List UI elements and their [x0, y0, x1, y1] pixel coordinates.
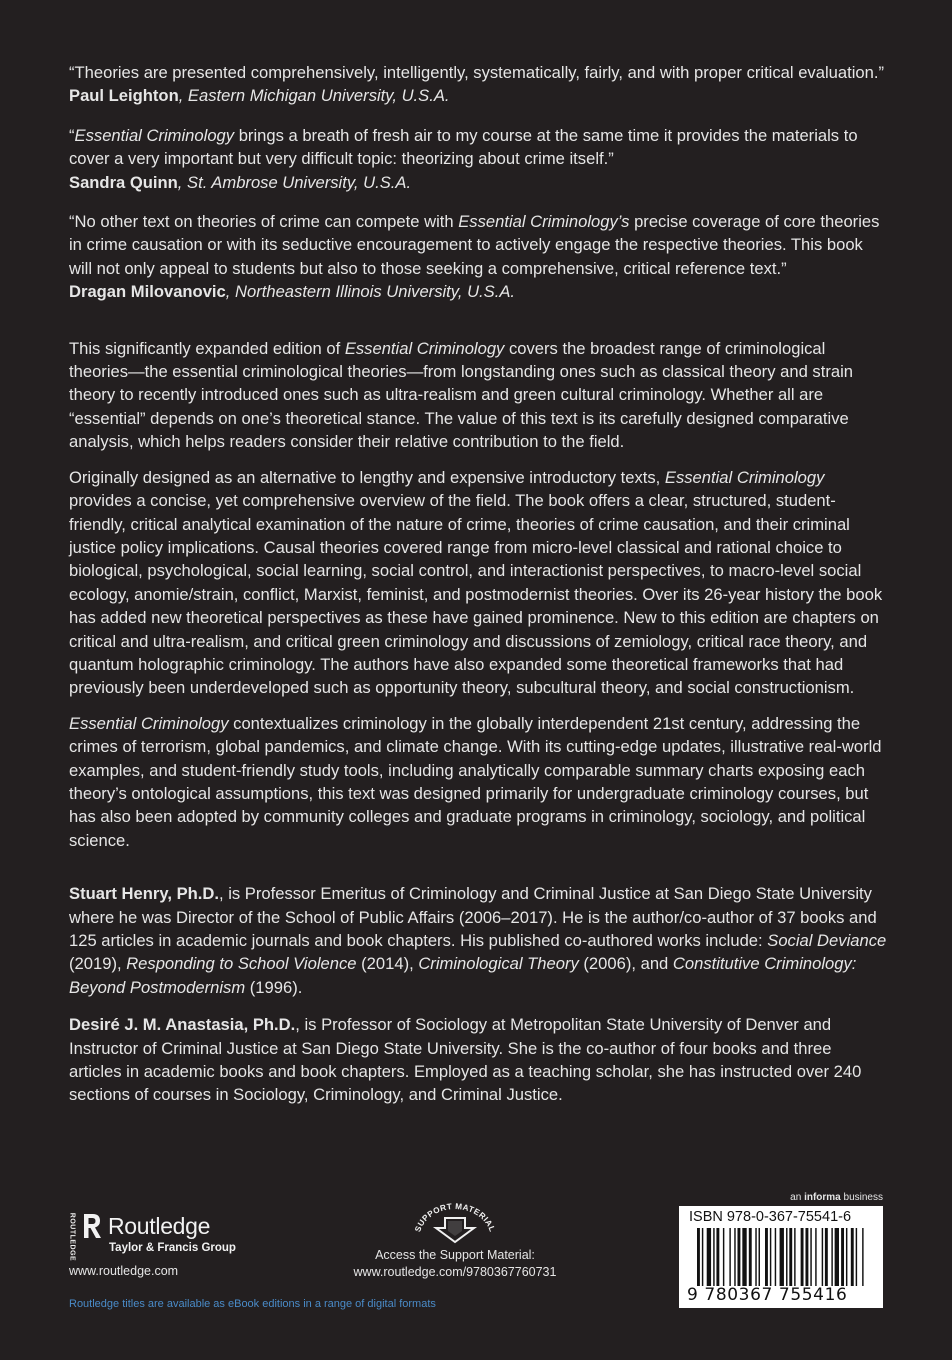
endorser-affiliation: , Northeastern Illinois University, U.S.A. — [225, 282, 516, 302]
endorser-name: Paul Leighton — [69, 86, 179, 106]
support-url[interactable]: www.routledge.com/9780367760731 — [353, 1265, 557, 1279]
barcode-bars — [697, 1228, 867, 1286]
support-material-info — [330, 1247, 580, 1281]
isbn-label: ISBN 978-0-367-75541-6 — [689, 1209, 852, 1225]
barcode-bar — [702, 1228, 703, 1286]
barcode-bar — [770, 1228, 771, 1286]
endorser-name: Dragan Milovanovic — [69, 282, 226, 302]
author-bio — [69, 882, 887, 999]
barcode-bar — [729, 1228, 730, 1286]
routledge-logo-icon — [80, 1212, 104, 1240]
barcode-bar — [742, 1228, 746, 1286]
svg-text:SUPPORT MATERIAL: SUPPORT MATERIAL — [413, 1201, 497, 1234]
bio-run: Constitutive Criminology: Beyond Postmodernism — [69, 954, 857, 997]
barcode-bar — [749, 1228, 752, 1286]
endorser-name: Sandra Quinn — [69, 172, 178, 192]
description-run: covers the broadest range of criminological theories—the essential criminological theories—from longstanding ones such as classical theory and strain theory to recently introduced ones such as ultra-realism and green cultural criminology. Whether all are “essential” depends on one’s theoretical stance. The value of this text is its carefully designed comparative analysis, which helps readers consider their relative contribution to the field. — [69, 338, 853, 452]
barcode-bar — [775, 1228, 776, 1286]
barcode-bar — [786, 1228, 787, 1286]
back-cover-text — [69, 61, 887, 1121]
barcode-bar — [765, 1228, 768, 1286]
barcode-bar — [713, 1228, 714, 1286]
description-paragraph — [69, 337, 887, 454]
description-run: Originally designed as an alternative to lengthy and expensive introductory texts, — [69, 467, 665, 487]
isbn-barcode — [679, 1206, 883, 1308]
publisher-side-label: ROUTLEDGE — [68, 1212, 76, 1262]
support-line-1: Access the Support Material: — [375, 1248, 535, 1262]
endorser-affiliation: , Eastern Michigan University, U.S.A. — [178, 86, 450, 106]
quote-text-run: Essential Criminology’s — [458, 212, 630, 232]
ebook-note: Routledge titles are available as eBook editions in a range of digital formats — [69, 1298, 436, 1310]
endorsement-quote — [69, 61, 887, 108]
publisher-name: Routledge — [108, 1213, 211, 1239]
bio-run: Desiré J. M. Anastasia, Ph.D. — [69, 1015, 296, 1035]
quote-text-run: brings a breath of fresh air to my course at the same time it provides the materials to cover a very important but very difficult topic: theorizing about crime itself.” — [69, 125, 858, 169]
barcode-bar — [822, 1228, 823, 1286]
barcode-bar — [789, 1228, 792, 1286]
bio-run: Social Deviance — [767, 931, 887, 950]
support-material-icon — [400, 1198, 510, 1244]
quote-text-run: “ — [69, 125, 75, 145]
barcode-bar — [846, 1228, 847, 1286]
quote-text-run: Essential Criminology — [74, 125, 235, 145]
informa-tagline: an informa business — [790, 1192, 883, 1203]
description-run: provides a concise, yet comprehensive overview of the field. The book offers a clear, structured, student-friendly, critical analytical examination of the nature of crime, theories of crime causation, and their criminal justice policy implications. Causal theories covered range from micro-level classical and rational choice to biological, psychological, social learning, social control, and interactionist perspectives, to macro-level social ecology, anomie/strain, conflict, Marxist, feminist, and postmodernist theories. Over its 26-year history the book has added new theoretical perspectives as these have gained prominence. New to this edition are chapters on critical and ultra-realism, and critical green criminology and discussions of zemiology, critical race theory, and quantum holographic criminology. The authors have also expanded some theoretical frameworks that had previously been underdeveloped such as opportunity theory, subcultural theory, and social constructionism. — [69, 491, 883, 698]
bio-run: , is Professor Emeritus of Criminology and Criminal Justice at San Diego State University where he was Director of the School of Public Affairs (2006–2017). He is the author/co-author of 37 books and 125 articles in academic journals and book chapters. His published co-authored works include: — [69, 884, 877, 950]
barcode-bar — [862, 1228, 863, 1286]
bio-run: Stuart Henry, Ph.D. — [69, 884, 219, 904]
barcode-bar — [805, 1228, 808, 1286]
endorsement-quote — [69, 124, 887, 194]
barcode-bar — [851, 1228, 854, 1286]
description-run: Essential Criminology — [664, 467, 825, 487]
description-run: This significantly expanded edition of — [69, 338, 345, 358]
barcode-bar — [759, 1228, 760, 1286]
barcode-bar — [780, 1228, 784, 1286]
barcode-bar — [801, 1228, 804, 1286]
author-bio — [69, 1013, 887, 1107]
author-bios — [69, 882, 887, 1107]
barcode-bar — [856, 1228, 857, 1286]
publisher-url[interactable]: www.routledge.com — [69, 1264, 179, 1278]
barcode-bar — [697, 1228, 700, 1286]
barcode-bar — [794, 1228, 795, 1286]
barcode-bar — [831, 1228, 832, 1286]
barcode-bar — [716, 1228, 719, 1286]
barcode-bar — [734, 1228, 735, 1286]
barcode-bar — [835, 1228, 839, 1286]
bio-run: , is Professor of Sociology at Metropolitan State University of Denver and Instructor of Criminal Justice at San Diego State University. She is the co-author of four books and three articles in academic books and book chapters. Employed as a teaching scholar, she has instructed over 240 sections of courses in Sociology, Criminology, and Criminal Justice. — [69, 1015, 862, 1105]
bio-run: (2019), — [69, 954, 127, 974]
quote-text-run: “No other text on theories of crime can compete with — [69, 212, 459, 232]
description-paragraph — [69, 466, 887, 700]
bio-run: (2014), — [356, 954, 419, 974]
barcode-bar — [755, 1228, 756, 1286]
barcode-bar — [707, 1228, 711, 1286]
barcode-bar — [825, 1228, 828, 1286]
bio-run: Criminological Theory — [418, 954, 579, 974]
endorsements — [69, 61, 887, 304]
bio-run: Responding to School Violence — [126, 954, 357, 974]
description-run: Essential Criminology — [69, 713, 229, 733]
quote-text-run: precise coverage of core theories in crime causation or with its seductive encouragement to actively engage the respective theories. This book will not only appeal to students but also to those seeking a comprehensive, critical reference text.” — [69, 212, 880, 278]
bio-run: (1996). — [245, 977, 303, 997]
barcode-bar — [815, 1228, 816, 1286]
description-run: Essential Criminology — [344, 338, 505, 358]
endorsement-quote — [69, 210, 887, 304]
barcode-bar — [841, 1228, 844, 1286]
book-description — [69, 337, 887, 853]
description-run: contextualizes criminology in the globally interdependent 21st century, addressing the crimes of terrorism, global pandemics, and climate change. With its cutting-edge updates, illustrative real-world examples, and student-friendly study tools, including analytically comparable summary charts exposing each theory’s ontological assumptions, this text was designed primarily for undergraduate criminology courses, but has also been adopted by community colleges and graduate programs in criminology, sociology, and political science. — [69, 713, 882, 850]
isbn-digits: 9 780367 755416 — [687, 1285, 848, 1305]
barcode-bar — [723, 1228, 724, 1286]
quote-text-run: “Theories are presented comprehensively, intelligently, systematically, fairly, and with proper critical evaluation.” — [69, 63, 884, 82]
endorser-affiliation: , St. Ambrose University, U.S.A. — [177, 172, 412, 192]
barcode-bar — [810, 1228, 811, 1286]
bio-run: (2006), and — [578, 954, 673, 974]
barcode-bar — [737, 1228, 740, 1286]
description-paragraph — [69, 712, 887, 852]
publisher-group: Taylor & Francis Group — [109, 1242, 236, 1254]
